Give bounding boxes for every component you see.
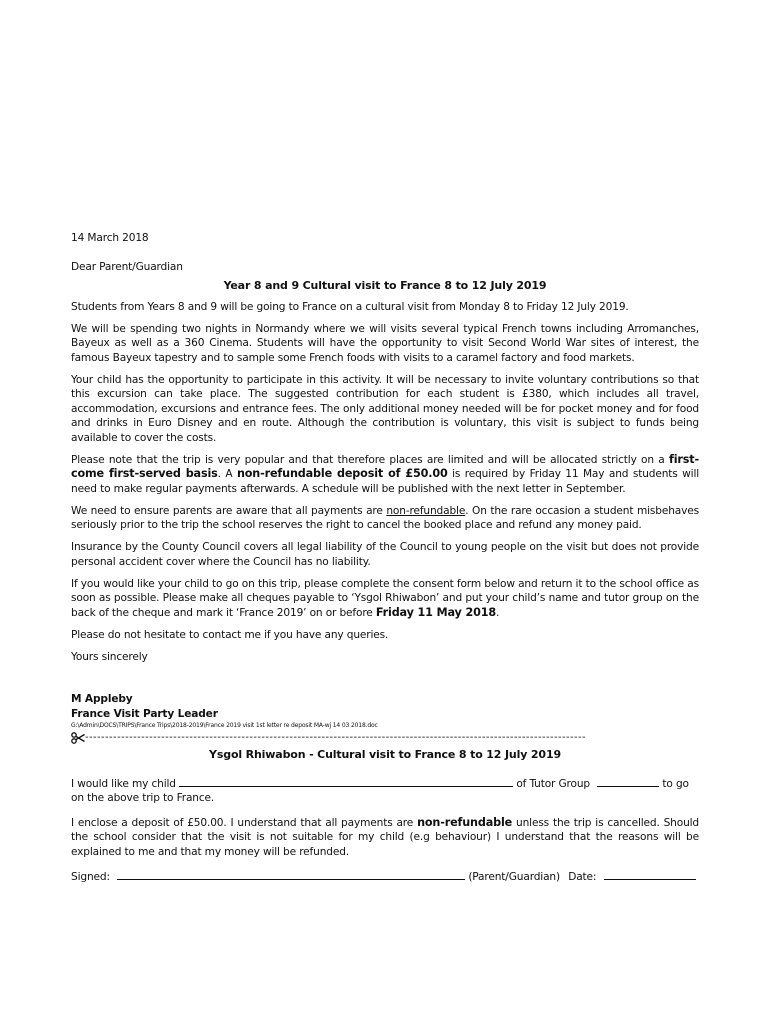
signed-label: Signed: — [71, 871, 110, 883]
slip-non-refundable: non-refundable — [417, 815, 513, 829]
slip-trip-line: on the above trip to France. — [71, 792, 215, 804]
paragraph-contact: Please do not hesitate to contact me if you have any queries. — [71, 628, 389, 641]
letter-title: Year 8 and 9 Cultural visit to France 8 to 12 July 2019 — [223, 279, 547, 292]
deposit-text: non-refundable deposit of £50.00 — [236, 467, 448, 480]
refund-text-a: We need to ensure parents are aware that all payments are — [71, 504, 387, 517]
paragraph-itinerary: We will be spending two nights in Normandy where we will visits several typical French towns including Arromanches, Bayeux as well as a 360 Cinema. Students will have the opportunity to visit Second World War sites of interest, the famous Bayeux tapestry and to sample some French foods with visits to a caramel factory and food markets. — [71, 322, 699, 364]
slip-title: Ysgol Rhiwabon - Cultural visit to France 8 to 12 July 2019 — [209, 748, 561, 761]
places-text-a: Please note that the trip is very popular and that therefore places are limited and will be allocated strictly on a — [71, 453, 670, 466]
cut-dashes: ----------------------------------------------------------------------------------------------------------------------------- — [85, 732, 587, 743]
places-text-e: is required by Friday 11 May and students will need to make regular payments afterwards. A schedule will be published with the next letter in September. — [71, 468, 700, 495]
child-label: I would like my child — [71, 777, 176, 790]
closing: Yours sincerely — [71, 650, 148, 663]
file-path: G:\Admin\DOCS\TRIPS\France Trips\2018-2019\France 2019 visit 1st letter re deposit MA-wj 14 03 2018.doc — [71, 722, 378, 729]
tutor-group-field[interactable] — [597, 775, 659, 787]
child-name-field[interactable] — [179, 775, 513, 787]
non-refundable-text: non-refundable — [386, 504, 466, 517]
refund-text-c: . On the rare occasion a student misbehaves seriously prior to the trip the school reserves the right to cancel the booked place and refund any money paid. — [71, 504, 699, 531]
consent-text-a: If you would like your child to go on this trip, please complete the consent form below and return it to the school office as soon as possible. Please make all cheques payable to ‘Ysgol Rhiwabon’ and put your child’s name and tutor group on the back of the cheque and mark it ‘France 2019’ on or before — [71, 577, 699, 619]
signature-field[interactable] — [117, 868, 465, 880]
slip-signature-line — [71, 868, 699, 885]
paragraph-intro: Students from Years 8 and 9 will be going to France on a cultural visit from Monday 8 to Friday 12 July 2019. — [71, 300, 629, 313]
paragraph-refund — [71, 504, 699, 533]
deadline-text: Friday 11 May 2018 — [375, 605, 496, 619]
signature-block — [71, 692, 699, 730]
date-field[interactable] — [604, 868, 696, 880]
consent-text-c: . — [495, 606, 500, 619]
slip-child-line — [71, 775, 699, 792]
to-go-label: to go — [662, 777, 689, 790]
date-label: Date: — [568, 871, 597, 883]
paragraph-contribution: Your child has the opportunity to participate in this activity. It will be necessary to invite voluntary contributions so that this excursion can take place. The suggested contribution for each student is £380, which includes all travel, accommodation, excursions and entrance fees. The only additional money needed will be for pocket money and for food and drinks in Euro Disney and en route. Although the contribution is voluntary, this visit is subject to funds being available to cover the costs. — [71, 373, 699, 444]
guardian-label: (Parent/Guardian) — [468, 871, 560, 883]
signer-name: M Appleby — [71, 693, 133, 705]
deposit-text-c: unless the trip is cancelled. Should the school consider that the visit is not suitable for my child (e.g behaviour) I understand that the reasons will be explained to me and that my money will be refunded. — [71, 816, 700, 858]
deposit-text-a: I enclose a deposit of £50.00. I understand that all payments are — [71, 816, 418, 829]
cut-line — [71, 732, 699, 744]
letter-date: 14 March 2018 — [71, 232, 149, 244]
paragraph-insurance: Insurance by the County Council covers all legal liability of the Council to young people on the visit but does not provide personal accident cover where the Council has no liability. — [71, 541, 699, 568]
salutation: Dear Parent/Guardian — [71, 260, 183, 273]
letter-body — [71, 231, 699, 892]
first-come-text: first-come first-served basis — [71, 452, 699, 480]
tutor-group-label: of Tutor Group — [516, 777, 590, 790]
paragraph-consent — [71, 577, 699, 621]
slip-deposit-paragraph — [71, 816, 699, 860]
scissors-icon — [71, 732, 85, 744]
places-text-c: . A — [217, 468, 237, 480]
paragraph-places — [71, 453, 699, 497]
signer-role: France Visit Party Leader — [71, 707, 218, 720]
